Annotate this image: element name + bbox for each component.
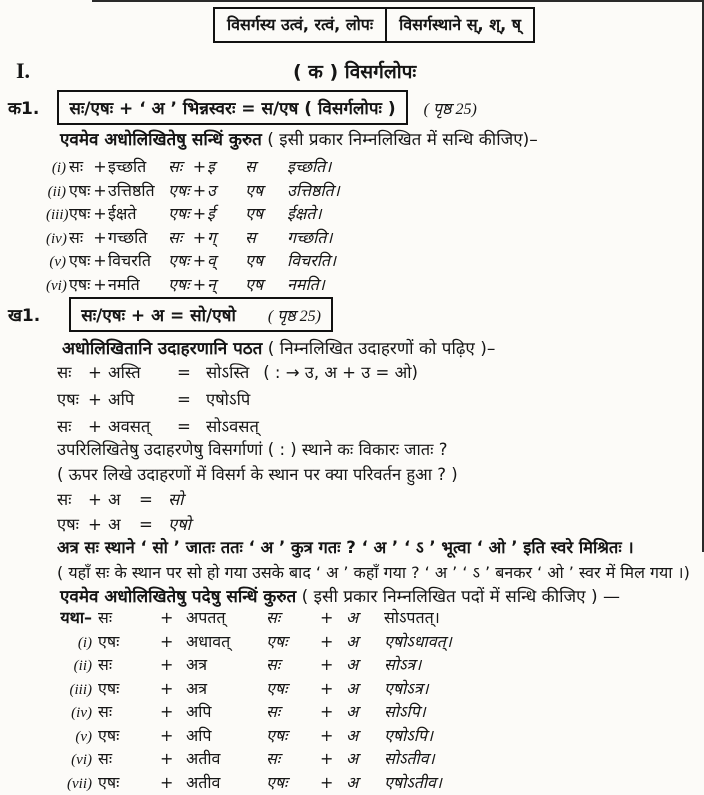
row-numeral: (ii) xyxy=(47,183,66,200)
sandhi-table-1-row xyxy=(46,202,340,226)
final-result: एषोऽपि। xyxy=(384,725,434,745)
plus-sign: + xyxy=(88,390,102,409)
split-right: अ xyxy=(346,749,359,768)
stem-result: एष xyxy=(245,251,264,270)
sandhi-table-2-row xyxy=(46,606,452,630)
split-right: अ xyxy=(346,608,359,627)
stem-result: एष xyxy=(245,204,264,223)
split-left: एषः xyxy=(266,725,288,745)
sandhi-table-1 xyxy=(46,155,340,296)
final-result: नमति। xyxy=(287,274,325,294)
plus-sign: + xyxy=(160,772,174,792)
sandhi-table-1-row xyxy=(46,249,340,273)
split-left: सः xyxy=(266,608,281,627)
final-result: सोऽतीव। xyxy=(384,749,435,768)
plus-sign: + xyxy=(320,772,334,792)
rule-ka1-formula-box: सः/एषः + ‘ अ ’ भिन्नस्वरः = स/एष ( विसर्गलोपः ) xyxy=(57,90,407,125)
final-result: सोऽपतत्। xyxy=(384,608,440,627)
split-left: सः xyxy=(266,749,281,768)
equals-sign: = xyxy=(139,490,153,509)
plus-sign: + xyxy=(320,608,334,627)
stem-result: एष xyxy=(245,274,264,294)
result: सोऽवसत् xyxy=(206,417,259,436)
plus-sign: + xyxy=(160,702,174,721)
plus-sign: + xyxy=(192,274,207,294)
split-right: अ xyxy=(346,655,359,674)
right-term: अपि xyxy=(108,390,135,409)
split-right: अ xyxy=(346,631,359,651)
row-numeral: (ii) xyxy=(73,658,92,674)
sandhi-table-2-row xyxy=(46,747,452,771)
plus-sign: + xyxy=(160,655,174,674)
plus-sign: + xyxy=(88,417,102,436)
row-numeral: (vi) xyxy=(71,752,92,768)
plus-sign: + xyxy=(320,702,334,721)
final-result: सोऽपि। xyxy=(384,702,426,721)
instruction-1-hindi: ( इसी प्रकार निम्नलिखित में सन्धि कीजिए)– xyxy=(267,130,538,150)
split-right: अ xyxy=(346,702,359,721)
right-term: अत्र xyxy=(186,655,208,674)
sandhi-table-1-row xyxy=(46,155,340,179)
left-term: एषः xyxy=(98,772,120,792)
left-term: सः xyxy=(98,702,113,721)
question-hindi: ( ऊपर लिखे उदाहरणों में विसर्ग के स्थान पर क्या परिवर्तन हुआ ? ) xyxy=(57,465,458,484)
left-term: एषः xyxy=(69,204,91,223)
left-term: सः xyxy=(69,227,84,247)
rule-kha1-formula-box xyxy=(69,297,333,332)
plus-sign: + xyxy=(93,204,107,223)
split-right: ग् xyxy=(207,227,217,247)
split-right: अ xyxy=(346,725,359,745)
result: एषोऽपि xyxy=(206,390,251,409)
final-result: विचरति। xyxy=(287,251,337,270)
final-result: गच्छति। xyxy=(287,227,333,247)
plus-sign: + xyxy=(88,490,102,509)
plus-sign: + xyxy=(192,251,207,270)
plus-sign: + xyxy=(320,749,334,768)
final-result: सोऽत्र। xyxy=(384,655,422,674)
left-term: एषः xyxy=(69,274,91,294)
worked-examples xyxy=(57,360,418,441)
sandhi-table-1-row xyxy=(46,179,340,203)
sandhi-table-2-row xyxy=(46,724,452,748)
scan-edge-top xyxy=(92,0,704,2)
plus-sign: + xyxy=(93,227,107,247)
plus-sign: + xyxy=(88,515,102,534)
final-result: ईक्षते। xyxy=(287,204,322,223)
row-numeral: (v) xyxy=(75,728,92,745)
right-term: अतीव xyxy=(186,772,221,792)
left-term: एषः xyxy=(98,631,120,651)
right-term: अधावत् xyxy=(186,631,231,651)
left-term: सः xyxy=(57,490,72,509)
left-term: सः xyxy=(98,749,113,768)
plus-sign: + xyxy=(320,678,334,698)
plus-sign: + xyxy=(93,180,107,200)
section-roman-numeral: I. xyxy=(16,58,31,83)
sandhi-table-2-row xyxy=(46,771,452,795)
row-numeral: (vi) xyxy=(46,277,67,294)
example-row xyxy=(57,360,418,387)
instruction-1 xyxy=(60,128,538,153)
visarga-rule-summary-box xyxy=(213,7,535,43)
right-term: गच्छति xyxy=(108,227,148,247)
rule-ka1-label: क1. xyxy=(8,99,40,119)
final-result: एषोऽधावत्। xyxy=(384,631,452,651)
sandhi-table-2 xyxy=(46,606,452,794)
mini-equation-row xyxy=(57,512,191,537)
instruction-1-sanskrit: एवमेव अधोलिखितेषु सन्धिं कुरुत xyxy=(60,130,262,150)
rule-kha1-label: ख1. xyxy=(8,306,41,326)
explanation-hindi: ( यहाँ सः के स्थान पर सो हो गया उसके बाद ‘ अ ’ कहाँ गया ? ‘ अ ’ ‘ ऽ ’ बनकर ‘ ओ ’ स्वर में मिल गया ।) xyxy=(57,563,690,582)
plus-sign: + xyxy=(192,180,207,200)
right-term: उत्तिष्ठति xyxy=(108,180,155,200)
split-left: सः xyxy=(168,157,183,176)
right-term: अ xyxy=(108,490,121,509)
stem-result: स xyxy=(245,157,256,176)
stem-result: एष xyxy=(245,180,264,200)
left-term: सः xyxy=(57,363,72,382)
split-left: एषः xyxy=(168,204,190,223)
split-right: उ xyxy=(207,180,216,200)
rule-ka1-row xyxy=(8,90,477,125)
sandhi-table-2-row xyxy=(46,630,452,654)
result: सोऽस्ति xyxy=(206,363,250,382)
sandhi-table-2-row xyxy=(46,700,452,724)
left-term: सः xyxy=(57,417,72,436)
question-sanskrit: उपरिलिखितेषु उदाहरणेषु विसर्गाणां ( : ) स्थाने कः विकारः जातः ? xyxy=(57,440,448,459)
plus-sign: + xyxy=(160,725,174,745)
plus-sign: + xyxy=(160,631,174,651)
result-cell xyxy=(206,360,418,383)
plus-sign: + xyxy=(160,749,174,768)
split-left: सः xyxy=(266,702,281,721)
right-term: अपि xyxy=(186,702,212,721)
mini-equations xyxy=(57,487,191,537)
right-term: अ xyxy=(108,515,121,534)
split-right: व् xyxy=(207,251,216,270)
right-term: नमति xyxy=(108,274,140,294)
split-left: एषः xyxy=(168,180,190,200)
equals-sign: = xyxy=(177,390,191,409)
plus-sign: + xyxy=(192,157,207,176)
split-left: एषः xyxy=(168,274,190,294)
stem-result: स xyxy=(245,227,256,247)
left-term: एषः xyxy=(57,390,79,409)
equals-sign: = xyxy=(177,417,191,436)
row-numeral: (i) xyxy=(51,160,66,176)
row-numeral: (v) xyxy=(49,254,66,270)
plus-sign: + xyxy=(192,204,207,223)
result-cell xyxy=(206,414,418,437)
instruction-2-hindi: ( निम्नलिखित उदाहरणों को पढ़िए )– xyxy=(267,339,496,359)
right-term: अपतत् xyxy=(186,608,226,627)
row-numeral: (vii) xyxy=(67,775,92,792)
final-result: उत्तिष्ठति। xyxy=(287,180,340,200)
split-right: इ xyxy=(207,157,215,176)
instruction-3-sanskrit: एवमेव अधोलिखितेषु पदेषु सन्धिं कुरुत xyxy=(60,587,297,607)
result: सो xyxy=(168,490,184,509)
row-numeral: (iv) xyxy=(46,230,67,247)
summary-cell-left: विसर्गस्य उत्वं, रत्वं, लोपः xyxy=(227,15,374,34)
instruction-2-sanskrit: अधोलिखितानि उदाहरणानि पठत xyxy=(62,339,263,359)
summary-cell-right: विसर्गस्थाने स्, श्, ष् xyxy=(385,9,533,41)
left-term: सः xyxy=(69,157,84,176)
row-numeral: (iv) xyxy=(71,705,92,721)
plus-sign: + xyxy=(93,274,107,294)
row-numeral: (iii) xyxy=(46,207,69,223)
row-numeral: (iii) xyxy=(69,681,92,698)
left-term: सः xyxy=(98,655,113,674)
right-term: अवसत् xyxy=(108,417,151,436)
split-right: ई xyxy=(207,204,215,223)
plus-sign: + xyxy=(160,608,174,627)
plus-sign: + xyxy=(93,157,107,176)
split-left: सः xyxy=(266,655,281,674)
final-result: इच्छति। xyxy=(287,157,332,176)
left-term: एषः xyxy=(98,678,120,698)
right-term: ईक्षते xyxy=(108,204,137,223)
split-left: एषः xyxy=(266,678,288,698)
plus-sign: + xyxy=(160,678,174,698)
rule-kha1-formula: सः/एषः + अ = सो/एषो xyxy=(81,306,236,326)
right-term: अतीव xyxy=(186,749,221,768)
split-right: न् xyxy=(207,274,216,294)
split-right: अ xyxy=(346,678,359,698)
plus-sign: + xyxy=(320,655,334,674)
row-numeral: (i) xyxy=(77,634,92,651)
equals-sign: = xyxy=(177,363,191,382)
plus-sign: + xyxy=(93,251,107,270)
plus-sign: + xyxy=(192,227,207,247)
sandhi-table-2-row xyxy=(46,677,452,701)
split-left: एषः xyxy=(266,772,288,792)
right-term: अस्ति xyxy=(108,363,141,382)
mini-equation-row xyxy=(57,487,191,512)
right-term: अत्र xyxy=(186,678,208,698)
right-term: विचरति xyxy=(108,251,152,270)
sandhi-table-2-row xyxy=(46,653,452,677)
left-term: एषः xyxy=(69,180,91,200)
section-title: ( क ) विसर्गलोपः xyxy=(293,61,417,83)
rule-kha1-row xyxy=(8,297,333,332)
instruction-3-hindi: ( इसी प्रकार निम्नलिखित पदों में सन्धि कीजिए ) — xyxy=(301,587,620,607)
right-term: अपि xyxy=(186,725,212,745)
split-right: अ xyxy=(346,772,359,792)
split-left: सः xyxy=(168,227,183,247)
left-term: सः xyxy=(98,608,113,627)
explanation-sanskrit: अत्र सः स्थाने ‘ सो ’ जातः ततः ‘ अ ’ कुत्र गतः ? ‘ अ ’ ‘ ऽ ’ भूत्वा ‘ ओ ’ इति स्वरे मिश्रितः । xyxy=(57,538,634,557)
result-cell xyxy=(206,387,418,410)
plus-sign: + xyxy=(320,725,334,745)
split-left: एषः xyxy=(168,251,190,270)
rule-kha1-page-ref: ( पृष्ठ 25) xyxy=(267,308,321,325)
final-result: एषोऽतीव। xyxy=(384,772,442,792)
right-term: इच्छति xyxy=(108,157,147,176)
sandhi-table-1-row xyxy=(46,226,340,250)
sandhi-table-1-row xyxy=(46,273,340,297)
split-left: एषः xyxy=(266,631,288,651)
result-note: ( : → उ, अ + उ = ओ) xyxy=(263,363,418,382)
example-row xyxy=(57,387,418,414)
left-term: एषः xyxy=(69,251,91,270)
example-row xyxy=(57,414,418,441)
row-numeral: यथा– xyxy=(60,608,92,627)
plus-sign: + xyxy=(320,631,334,651)
instruction-2 xyxy=(62,337,495,362)
result: एषो xyxy=(168,515,191,534)
final-result: एषोऽत्र। xyxy=(384,678,429,698)
left-term: एषः xyxy=(57,515,79,534)
plus-sign: + xyxy=(88,363,102,382)
left-term: एषः xyxy=(98,725,120,745)
equals-sign: = xyxy=(139,515,153,534)
rule-ka1-page-ref: ( पृष्ठ 25) xyxy=(423,100,477,118)
